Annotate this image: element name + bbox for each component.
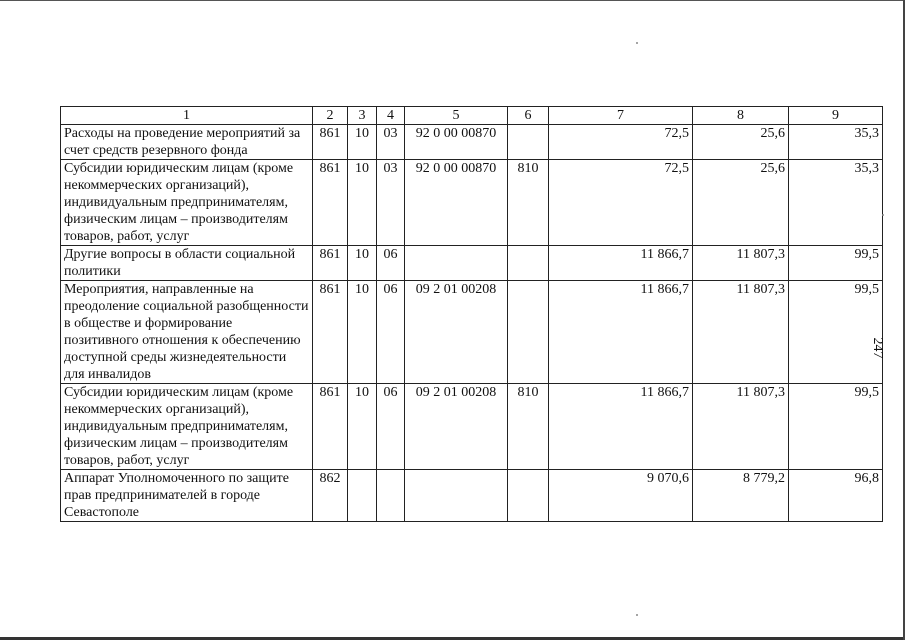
cell-col-3 <box>348 470 377 522</box>
table-row <box>61 160 883 246</box>
cell-col-8: 11 807,3 <box>693 246 789 281</box>
row-name: Расходы на проведение мероприятий за счет средств резервного фонда <box>61 125 313 160</box>
cell-col-2: 861 <box>313 246 348 281</box>
cell-col-3: 10 <box>348 281 377 384</box>
row-name: Другие вопросы в области социальной политики <box>61 246 313 281</box>
scan-speck <box>882 214 884 216</box>
cell-col-8: 8 779,2 <box>693 470 789 522</box>
table-row <box>61 384 883 470</box>
budget-table <box>60 106 883 522</box>
row-name: Субсидии юридическим лицам (кроме некоммерческих организаций), индивидуальным предпринимателям, физическим лицам – производителям товаров, работ, услуг <box>61 160 313 246</box>
cell-col-6: 810 <box>508 160 549 246</box>
cell-col-4: 03 <box>377 160 405 246</box>
cell-col-5: 09 2 01 00208 <box>405 281 508 384</box>
cell-col-7: 11 866,7 <box>549 384 693 470</box>
table-header-row <box>61 107 883 125</box>
header-col-2: 2 <box>313 107 348 125</box>
cell-col-7: 72,5 <box>549 125 693 160</box>
cell-col-2: 861 <box>313 160 348 246</box>
cell-col-3: 10 <box>348 160 377 246</box>
cell-col-4: 06 <box>377 246 405 281</box>
cell-col-9: 99,5 <box>789 246 883 281</box>
cell-col-5: 92 0 00 00870 <box>405 125 508 160</box>
cell-col-3: 10 <box>348 384 377 470</box>
header-col-3: 3 <box>348 107 377 125</box>
cell-col-2: 861 <box>313 384 348 470</box>
cell-col-3: 10 <box>348 246 377 281</box>
header-col-9: 9 <box>789 107 883 125</box>
cell-col-8: 25,6 <box>693 160 789 246</box>
cell-col-2: 861 <box>313 281 348 384</box>
cell-col-6 <box>508 246 549 281</box>
cell-col-8: 25,6 <box>693 125 789 160</box>
cell-col-7: 72,5 <box>549 160 693 246</box>
cell-col-9: 35,3 <box>789 125 883 160</box>
cell-col-4 <box>377 470 405 522</box>
cell-col-5: 92 0 00 00870 <box>405 160 508 246</box>
cell-col-4: 06 <box>377 384 405 470</box>
scan-speck <box>636 42 638 44</box>
cell-col-2: 862 <box>313 470 348 522</box>
cell-col-6 <box>508 125 549 160</box>
table-row <box>61 246 883 281</box>
page-number: 247 <box>870 337 885 359</box>
table-row <box>61 125 883 160</box>
row-name: Мероприятия, направленные на преодоление социальной разобщенности в обществе и формирование позитивного отношения к обеспечению доступной среды жизнедеятельности для инвалидов <box>61 281 313 384</box>
cell-col-6 <box>508 470 549 522</box>
header-col-7: 7 <box>549 107 693 125</box>
cell-col-6: 810 <box>508 384 549 470</box>
row-name: Аппарат Уполномоченного по защите прав предпринимателей в городе Севастополе <box>61 470 313 522</box>
cell-col-3: 10 <box>348 125 377 160</box>
table-row <box>61 281 883 384</box>
header-col-8: 8 <box>693 107 789 125</box>
scan-edge-top <box>0 0 905 1</box>
cell-col-8: 11 807,3 <box>693 281 789 384</box>
cell-col-4: 06 <box>377 281 405 384</box>
cell-col-5 <box>405 246 508 281</box>
cell-col-7: 11 866,7 <box>549 281 693 384</box>
header-col-4: 4 <box>377 107 405 125</box>
row-name: Субсидии юридическим лицам (кроме некоммерческих организаций), индивидуальным предпринимателям, физическим лицам – производителям товаров, работ, услуг <box>61 384 313 470</box>
cell-col-7: 9 070,6 <box>549 470 693 522</box>
cell-col-9: 96,8 <box>789 470 883 522</box>
cell-col-9: 35,3 <box>789 160 883 246</box>
cell-col-2: 861 <box>313 125 348 160</box>
cell-col-5: 09 2 01 00208 <box>405 384 508 470</box>
header-col-1: 1 <box>61 107 313 125</box>
cell-col-8: 11 807,3 <box>693 384 789 470</box>
cell-col-6 <box>508 281 549 384</box>
header-col-5: 5 <box>405 107 508 125</box>
table-row <box>61 470 883 522</box>
cell-col-9: 99,5 <box>789 384 883 470</box>
cell-col-7: 11 866,7 <box>549 246 693 281</box>
header-col-6: 6 <box>508 107 549 125</box>
cell-col-4: 03 <box>377 125 405 160</box>
cell-col-9: 99,5 <box>789 281 883 384</box>
scan-speck <box>636 614 638 616</box>
cell-col-5 <box>405 470 508 522</box>
